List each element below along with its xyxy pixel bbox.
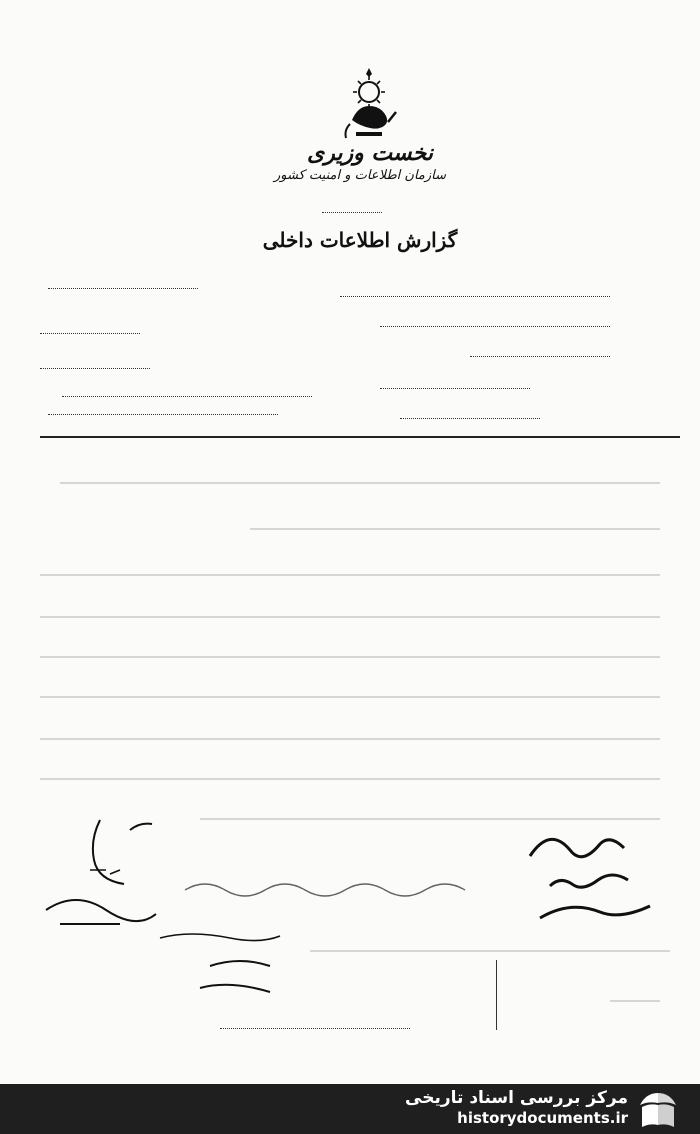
right-field-line-2 <box>380 326 610 327</box>
bottom-left-dotted-line <box>220 1028 410 1029</box>
body-line-6 <box>40 696 660 698</box>
right-field-line-1 <box>340 296 610 297</box>
handwritten-loop-left <box>40 890 160 936</box>
report-type-title: گزارش اطلاعات داخلی <box>262 228 458 252</box>
body-line-8 <box>40 778 660 780</box>
lion-and-sun-crest-icon <box>338 62 400 140</box>
footer-archive-url[interactable]: historydocuments.ir <box>457 1109 628 1127</box>
right-field-line-3 <box>470 356 610 357</box>
body-line-4 <box>40 616 660 618</box>
header-divider <box>40 436 680 438</box>
right-field-line-5 <box>400 418 540 419</box>
left-field-line-4 <box>62 396 312 397</box>
archive-book-logo-icon <box>636 1089 680 1129</box>
letterhead-agency: سازمان اطلاعات و امنیت کشور <box>273 168 447 183</box>
body-line-9 <box>200 818 660 820</box>
handwritten-note-center <box>175 868 475 908</box>
recipients-vertical-rule <box>496 960 497 1030</box>
letterhead-org: نخست وزیری <box>307 140 433 166</box>
handwritten-recipients <box>150 926 310 1006</box>
right-field-line-4 <box>380 388 530 389</box>
left-field-line-1 <box>48 288 198 289</box>
handwritten-signature-right <box>520 826 680 936</box>
footer-archive-title: مرکز بررسی اسناد تاریخی <box>405 1088 628 1108</box>
bottom-right-code <box>610 1000 660 1002</box>
recipients-line <box>310 950 670 952</box>
handwritten-annotation-left-top <box>60 810 180 890</box>
left-field-line-2 <box>40 333 140 334</box>
body-line-1 <box>60 482 660 484</box>
body-line-2 <box>250 528 660 530</box>
reference-number-line <box>322 212 382 213</box>
body-line-3 <box>40 574 660 576</box>
left-field-line-5 <box>48 414 278 415</box>
body-line-5 <box>40 656 660 658</box>
body-line-7 <box>40 738 660 740</box>
left-field-line-3 <box>40 368 150 369</box>
